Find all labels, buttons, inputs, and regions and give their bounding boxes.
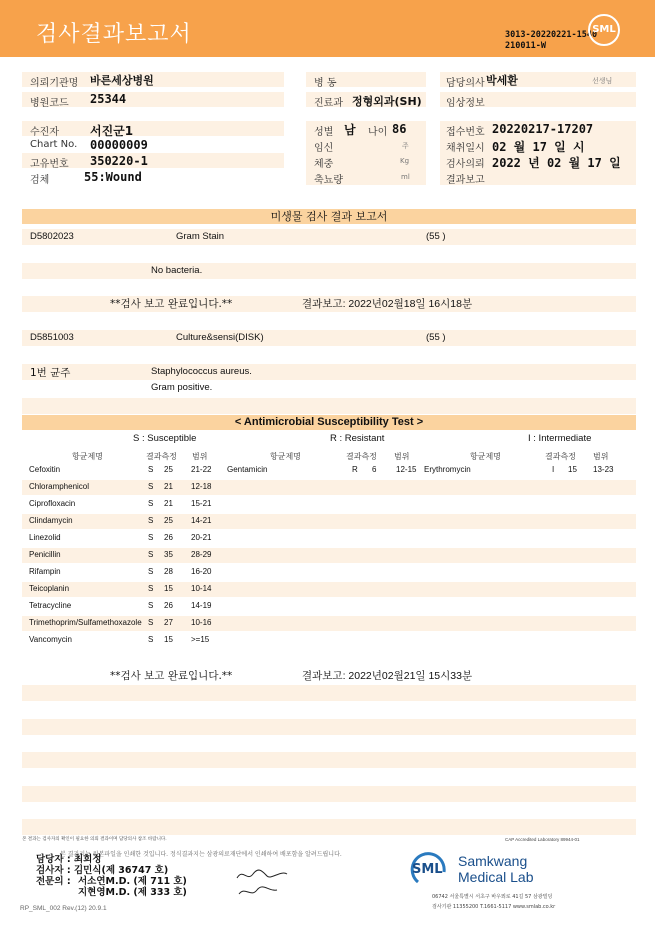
ast-row-band (22, 582, 636, 597)
ast-col-range: 범위 (394, 452, 410, 461)
ast-zone: 27 (164, 618, 173, 627)
lab-address: 06742 서울특별시 서초구 바우뫼로 41길 57 삼광빌딩 (432, 894, 553, 900)
ast-agent: Ciprofloxacin (29, 499, 76, 508)
test2-name: Culture&sensi(DISK) (176, 332, 264, 343)
sml-logo-icon: SML (588, 14, 620, 46)
ast-col-range: 범위 (192, 452, 208, 461)
report-code-line2: 210011-W (505, 41, 546, 51)
ast-interpretation: S (148, 618, 154, 627)
sex-value: 남 (344, 123, 356, 137)
signature-icon (233, 864, 293, 900)
footer-cap: CAP Accredited Laboratory 89944-01 (505, 837, 580, 842)
legend-intermediate: I : Intermediate (528, 433, 592, 444)
ast-interpretation: S (148, 465, 154, 474)
row-band (22, 263, 636, 279)
expert-label: 전문의 : (36, 876, 71, 887)
row-band (22, 229, 636, 245)
specimen-label: 검체 (30, 175, 50, 186)
test1-report-time: 결과보고: 2022년02월18일 16시18분 (302, 298, 473, 310)
tester: 검사자 : 김민식(제 36747 호) (36, 865, 169, 876)
ast-range: >=15 (191, 635, 210, 644)
doctor-label: 담당의사 (446, 78, 485, 89)
ast-range: 10-16 (191, 618, 212, 627)
test1-specimen: (55 ) (426, 231, 446, 242)
ast-zone: 15 (164, 635, 173, 644)
unique-value: 350220-1 (90, 154, 148, 168)
specimen-value: 55:Wound (84, 170, 142, 184)
institution-value: 바른세상병원 (90, 74, 154, 87)
manager: 담당자 : 최희정 (36, 854, 102, 865)
ast-zone: 26 (164, 533, 173, 542)
ast-agent: Erythromycin (424, 465, 471, 474)
report-code (505, 30, 597, 52)
ast-agent: Chloramphenicol (29, 482, 90, 491)
row-band (22, 752, 636, 768)
preg-unit: 주 (402, 142, 409, 150)
info-band (22, 121, 284, 136)
lab-name-2: Medical Lab (458, 869, 534, 885)
result-label: 결과보고 (446, 175, 485, 186)
ast-col-agent: 항균제명 (270, 452, 301, 461)
ast-range: 14-21 (191, 516, 212, 525)
ast-range: 13-23 (593, 465, 614, 474)
ast-zone: 28 (164, 567, 173, 576)
ast-range: 12-18 (191, 482, 212, 491)
row-band (22, 685, 636, 701)
ast-col-result: 결과측정 (146, 452, 177, 461)
report-code-line1: 3013-20220221-1540 (505, 30, 598, 40)
ast-col-result: 결과측정 (545, 452, 576, 461)
ast-agent: Vancomycin (29, 635, 72, 644)
ast-range: 20-21 (191, 533, 212, 542)
request-value: 2022 년 02 월 17 일 (492, 156, 621, 170)
test2-specimen: (55 ) (426, 332, 446, 343)
ast-range: 16-20 (191, 567, 212, 576)
collect-label: 채취일시 (446, 143, 485, 154)
ast-agent: Trimethoprim/Sulfamethoxazole (29, 618, 142, 627)
hospital-code-value: 25344 (90, 92, 127, 106)
collect-value: 02 월 17 일 시 (492, 140, 585, 154)
chart-label: Chart No. (30, 139, 78, 150)
organism-note: Gram positive. (151, 382, 213, 393)
ast-interpretation: R (352, 465, 358, 474)
ast-row-band (22, 480, 636, 495)
patient-value: 서진군1 (90, 124, 134, 138)
chart-value: 00000009 (90, 138, 148, 152)
ast-agent: Gentamicin (227, 465, 268, 474)
preg-label: 임신 (314, 143, 334, 154)
test2-done: **검사 보고 완료입니다.** (110, 670, 233, 682)
ast-zone: 15 (164, 584, 173, 593)
weight-unit: Kg (400, 157, 410, 165)
expert2: 지현영M.D. (제 333 호) (78, 887, 187, 898)
unique-label: 고유번호 (30, 159, 69, 170)
organism-label: 1번 균주 (30, 367, 71, 379)
ast-range: 21-22 (191, 465, 212, 474)
sml-footer-logo-icon: SML (410, 850, 446, 886)
ast-interpretation: S (148, 499, 154, 508)
legend-susceptible: S : Susceptible (133, 433, 197, 444)
footer-notice2: 본 결과지는 원본파일을 인쇄한 것입니다. 정식결과지는 삼광의료재단에서 인쇄하여 배포함을 알려드립니다. (60, 851, 342, 858)
ast-range: 15-21 (191, 499, 212, 508)
patient-label: 수진자 (30, 127, 59, 138)
test1-name: Gram Stain (176, 231, 225, 242)
ast-row-band (22, 548, 636, 563)
ast-interpretation: S (148, 635, 154, 644)
ast-agent: Cefoxitin (29, 465, 61, 474)
ward-label: 병 동 (314, 78, 337, 89)
ast-interpretation: S (148, 516, 154, 525)
report-title: 검사결과보고서 (36, 22, 192, 47)
report-section-title: 미생물 검사 결과 보고서 (22, 209, 636, 224)
weight-label: 체중 (314, 159, 334, 170)
report-header (0, 0, 655, 57)
ast-row-band (22, 514, 636, 529)
doctor-suffix: 선생님 (592, 77, 613, 85)
urine-unit: ml (401, 173, 410, 181)
ast-interpretation: S (148, 584, 154, 593)
ast-col-agent: 항균제명 (470, 452, 501, 461)
urine-label: 축뇨량 (314, 175, 343, 186)
ast-col-result: 결과측정 (346, 452, 377, 461)
row-band (22, 364, 636, 380)
legend-resistant: R : Resistant (330, 433, 385, 444)
clinical-label: 임상정보 (446, 98, 485, 109)
ast-range: 28-29 (191, 550, 212, 559)
ast-agent: Linezolid (29, 533, 61, 542)
ast-zone: 25 (164, 465, 173, 474)
ast-col-agent: 항균제명 (72, 452, 103, 461)
row-band (22, 819, 636, 835)
age-value: 86 (392, 122, 407, 136)
row-band (22, 330, 636, 346)
ast-zone: 6 (372, 465, 377, 474)
ast-zone: 35 (164, 550, 173, 559)
footer-notice: 본 결과는 검사자의 확인이 필요한 의뢰 결과이며 담당의사 참조 바랍니다. (22, 837, 167, 842)
test1-result: No bacteria. (151, 265, 203, 276)
ast-zone: 15 (568, 465, 577, 474)
institution-label: 의뢰기관명 (30, 78, 79, 89)
row-band (22, 719, 636, 735)
ast-agent: Teicoplanin (29, 584, 70, 593)
ast-interpretation: I (552, 465, 555, 474)
ast-interpretation: S (148, 533, 154, 542)
ast-interpretation: S (148, 567, 154, 576)
ast-range: 10-14 (191, 584, 212, 593)
ast-zone: 21 (164, 482, 173, 491)
ast-range: 14-19 (191, 601, 212, 610)
test1-done: **검사 보고 완료입니다.** (110, 298, 233, 310)
test1-code: D5802023 (30, 231, 74, 242)
doctor-value: 박세환 (486, 74, 518, 87)
form-code: RP_SML_002 Rev.(12) 20.9.1 (20, 905, 107, 912)
request-label: 검사의뢰 (446, 159, 485, 170)
hospital-code-label: 병원코드 (30, 98, 69, 109)
ast-col-range: 범위 (593, 452, 609, 461)
ast-interpretation: S (148, 550, 154, 559)
sex-label: 성별 (314, 127, 334, 138)
ast-zone: 26 (164, 601, 173, 610)
ast-agent: Penicillin (29, 550, 61, 559)
ast-interpretation: S (148, 482, 154, 491)
test2-report-time: 결과보고: 2022년02월21일 15시33분 (302, 670, 473, 682)
row-band (22, 786, 636, 802)
ast-title: < Antimicrobial Susceptibility Test > (22, 415, 636, 430)
receipt-label: 접수번호 (446, 127, 485, 138)
lab-name-1: Samkwang (458, 853, 528, 869)
organism-name: Staphylococcus aureus. (151, 366, 252, 377)
row-band (22, 398, 636, 414)
expert1: 서소연M.D. (제 711 호) (78, 876, 187, 887)
age-label: 나이 (368, 127, 388, 138)
ast-interpretation: S (148, 601, 154, 610)
ast-agent: Tetracycline (29, 601, 72, 610)
ast-agent: Clindamycin (29, 516, 73, 525)
ast-zone: 21 (164, 499, 173, 508)
test2-code: D5851003 (30, 332, 74, 343)
dept-label: 진료과 (314, 98, 343, 109)
lab-contact: 검사기관 11355200 T.1661-5117 www.smlab.co.kr (432, 904, 556, 910)
dept-value: 정형외과(SH) (352, 95, 422, 108)
ast-zone: 25 (164, 516, 173, 525)
ast-agent: Rifampin (29, 567, 61, 576)
ast-range: 12-15 (396, 465, 417, 474)
receipt-value: 20220217-17207 (492, 122, 594, 136)
